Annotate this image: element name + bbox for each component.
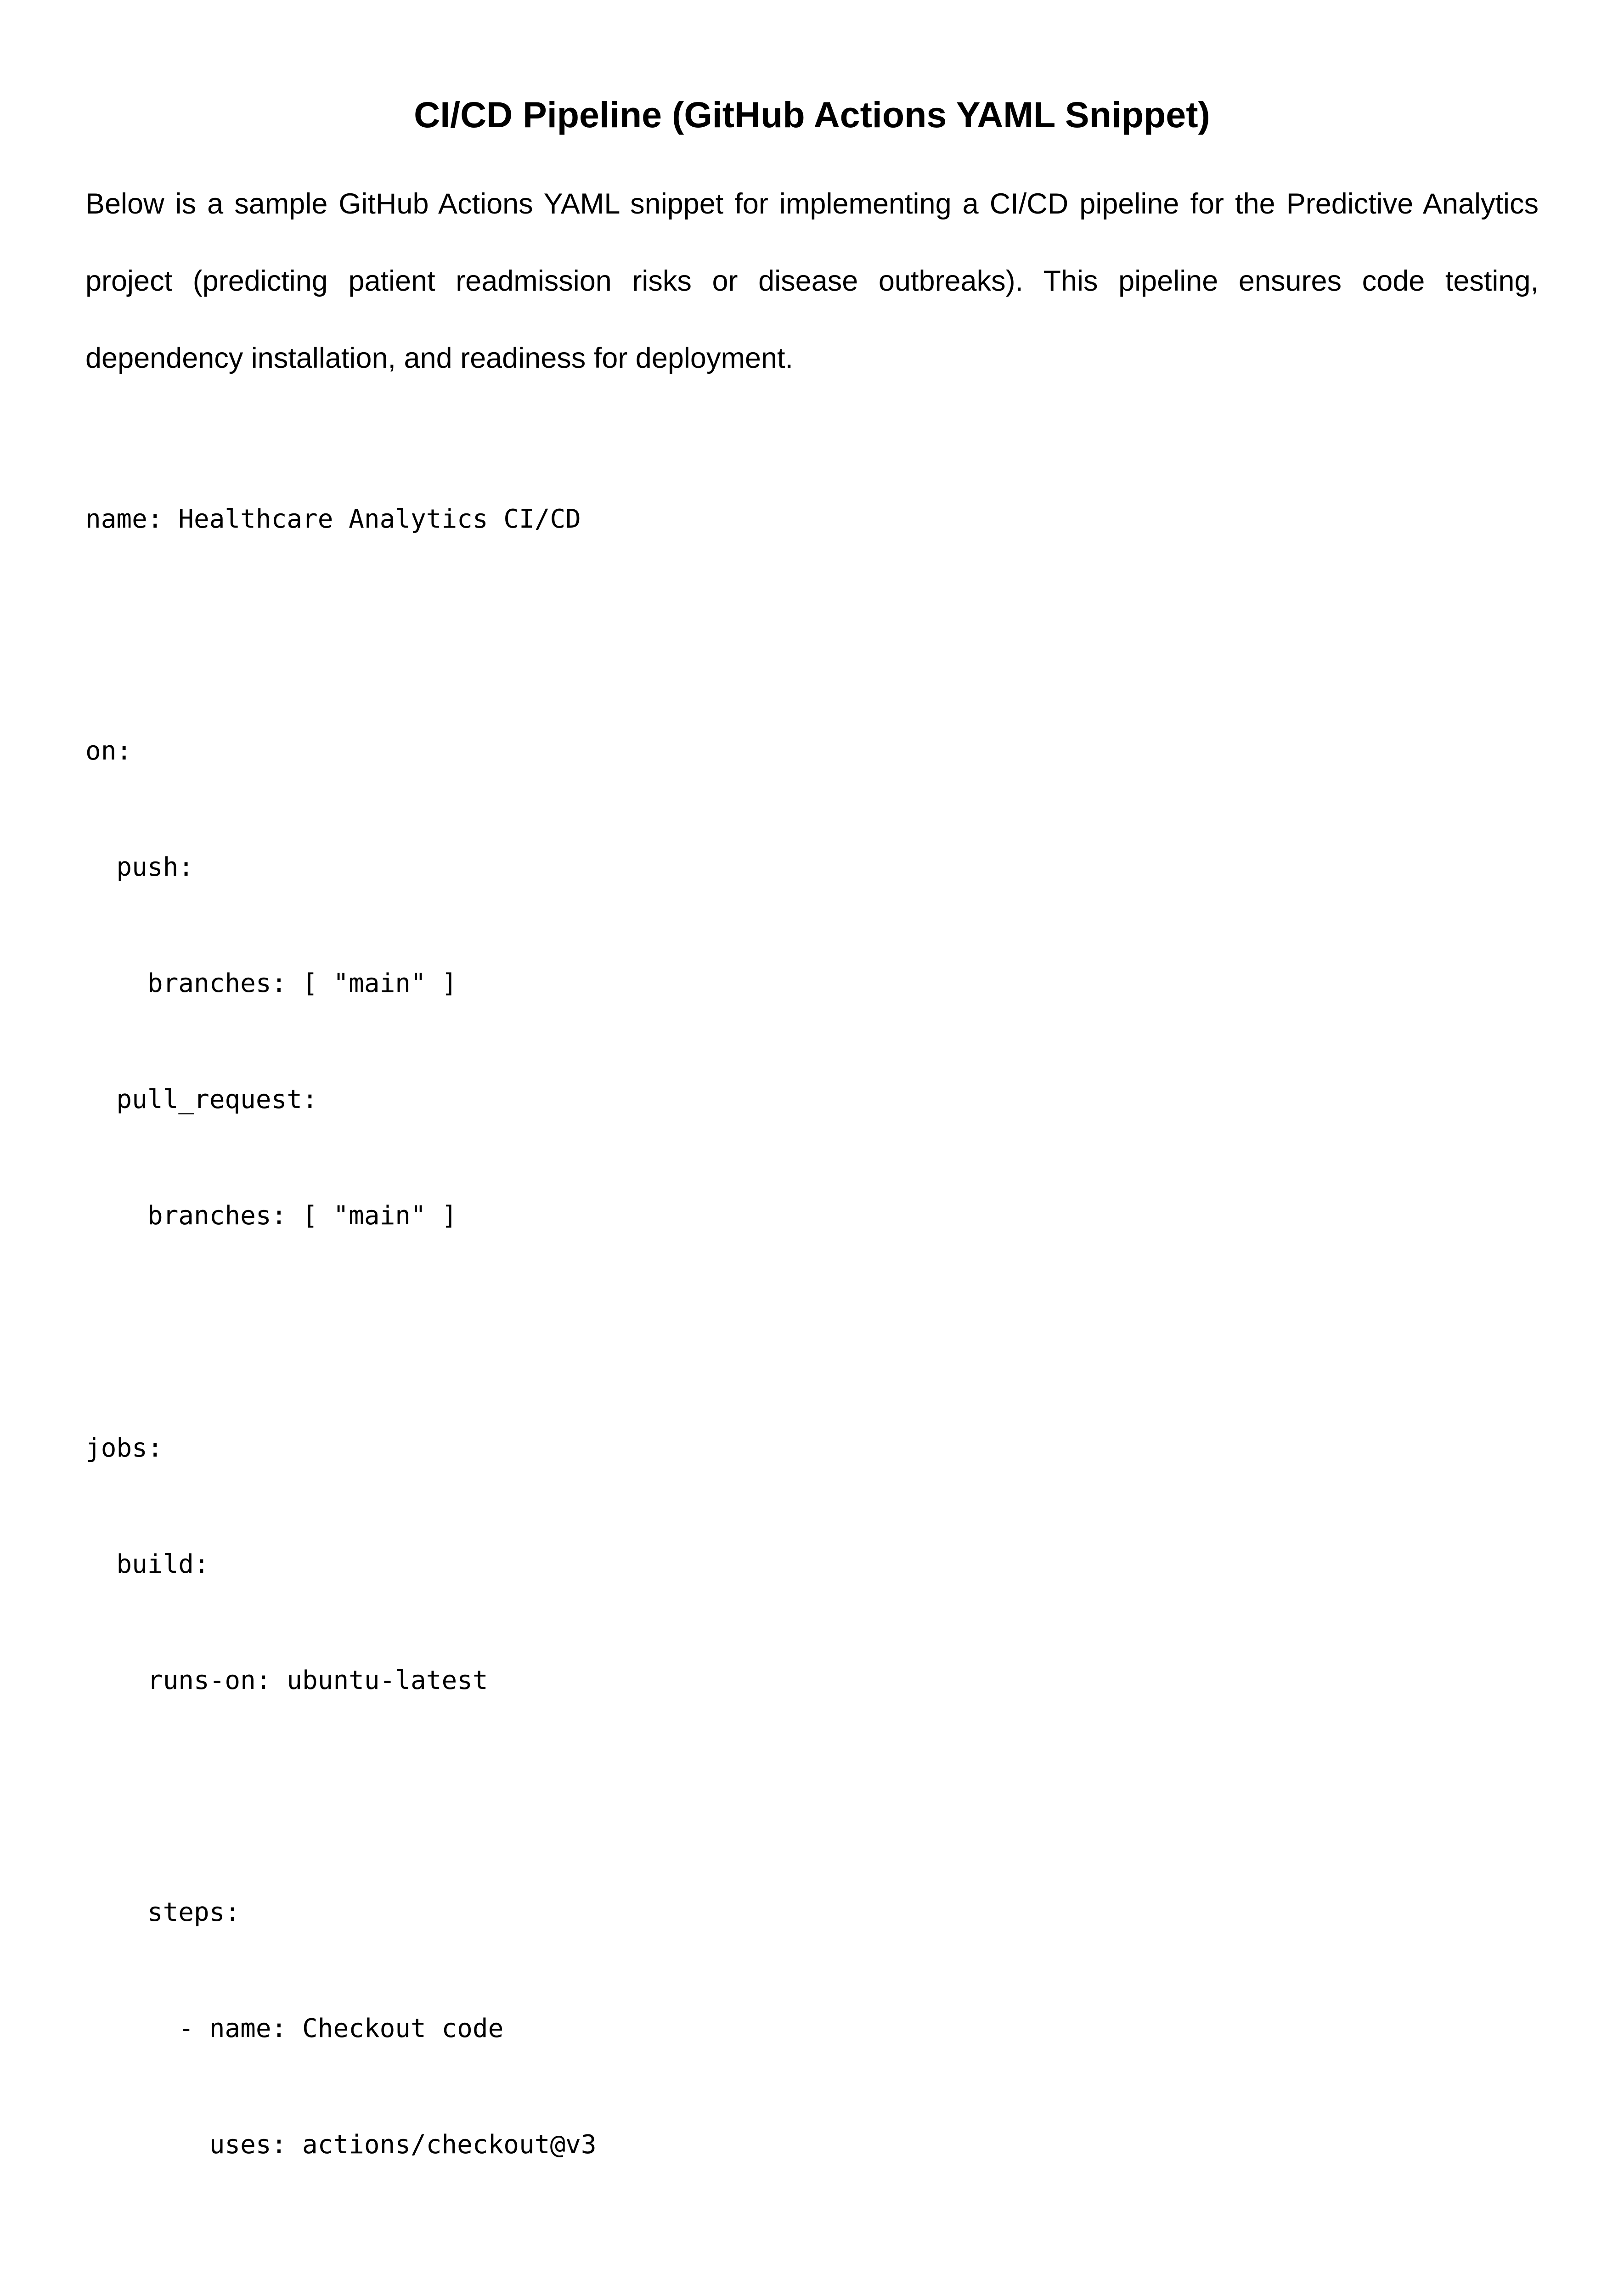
- code-line: build:: [85, 1549, 209, 1579]
- code-line: pull_request:: [85, 1085, 318, 1115]
- code-line: [85, 616, 1539, 654]
- code-line: name: Healthcare Analytics CI/CD: [85, 504, 581, 534]
- code-line: steps:: [85, 1897, 241, 1928]
- code-line: - name: Checkout code: [85, 2014, 504, 2044]
- yaml-code-block: [85, 422, 1539, 2296]
- code-line: uses: actions/checkout@v3: [85, 2130, 597, 2160]
- code-line: jobs:: [85, 1433, 163, 1463]
- code-line: [85, 1313, 1539, 1351]
- code-line: [85, 2242, 1539, 2280]
- page-title: CI/CD Pipeline (GitHub Actions YAML Snippet): [414, 94, 1210, 135]
- code-line: on:: [85, 736, 132, 766]
- intro-paragraph: Below is a sample GitHub Actions YAML snippet for implementing a CI/CD pipeline for the Predictive Analytics project (predicting patient readmission risks or disease outbreaks). This pipeline ensures code testing, dependency installation, and readiness for deployment.: [85, 188, 1539, 374]
- code-line: push:: [85, 852, 194, 883]
- code-line: branches: [ "main" ]: [85, 1200, 457, 1231]
- code-line: [85, 1777, 1539, 1816]
- code-line: branches: [ "main" ]: [85, 968, 457, 999]
- code-line: runs-on: ubuntu-latest: [85, 1665, 488, 1695]
